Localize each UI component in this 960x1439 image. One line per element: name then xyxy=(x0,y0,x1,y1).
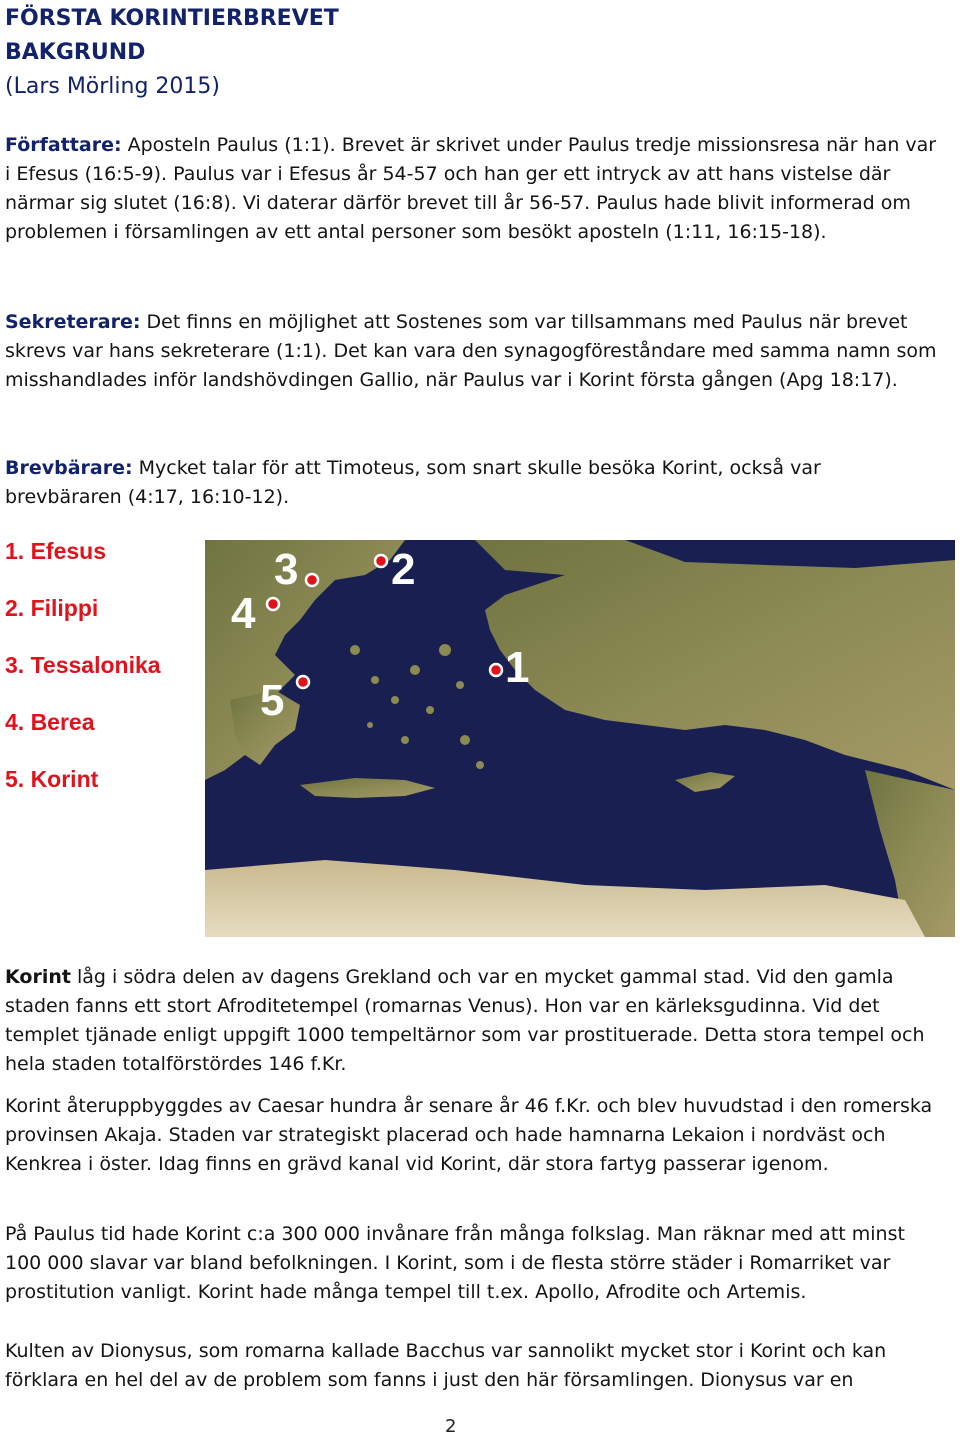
map-legend xyxy=(5,535,161,820)
map-marker-5 xyxy=(297,676,309,688)
secretary-paragraph xyxy=(5,308,940,395)
courier-paragraph xyxy=(5,454,940,512)
document-header xyxy=(5,2,339,104)
island xyxy=(460,735,470,745)
island xyxy=(476,761,484,769)
courier-label: Brevbärare: xyxy=(5,457,133,479)
map-marker-2 xyxy=(375,555,387,567)
document-subtitle: BAKGRUND xyxy=(5,40,146,65)
island xyxy=(391,696,399,704)
secretary-text: Det finns en möjlighet att Sostenes som var tillsammans med Paulus när brevet skrevs var hans sekreterare (1:1). Det kan vara den synagogföreståndare med samma namn som misshandlades inför landshövdingen Gallio, när Paulus var i Korint första gången (Apg 18:17). xyxy=(5,311,937,391)
page-number: 2 xyxy=(445,1416,457,1437)
legend-item-berea: 4. Berea xyxy=(5,709,95,735)
corinth-paragraph-1 xyxy=(5,963,940,1079)
map-marker-1 xyxy=(490,664,502,676)
author-text: Aposteln Paulus (1:1). Brevet är skrivet under Paulus tredje missionsresa när han var i Efesus (16:5-9). Paulus var i Efesus år 54-57 och han ger ett intryck av att hans vistelse där närmar sig slutet (16:8). Vi daterar därför brevet till år 56-57. Paulus hade blivit informerad om problemen i församlingen av ett antal personer som besökt aposteln (1:11, 16:15-18). xyxy=(5,134,937,243)
document-title: FÖRSTA KORINTIERBREVET xyxy=(5,6,339,31)
corinth-paragraph-3: På Paulus tid hade Korint c:a 300 000 invånare från många folkslag. Man räknar med att minst 100 000 slavar var bland befolkningen. I Korint, som i de flesta större städer i Romarriket var prostitution vanligt. Korint hade många tempel till t.ex. Apollo, Afrodite och Artemis. xyxy=(5,1223,905,1303)
legend-item-tessalonika: 3. Tessalonika xyxy=(5,652,161,678)
courier-text: Mycket talar för att Timoteus, som snart skulle besöka Korint, också var brevbäraren (4:17, 16:10-12). xyxy=(5,457,821,508)
map-marker-4 xyxy=(267,598,279,610)
corinth-text-1: låg i södra delen av dagens Grekland och var en mycket gammal stad. Vid den gamla staden fanns ett stort Afroditetempel (romarnas Venus). Hon var en kärleksgudinna. Vid det templet tjänade enligt uppgift 1000 tempeltärnor som var prostituerade. Detta stora tempel och hela staden totalförstördes 146 f.Kr. xyxy=(5,966,925,1075)
legend-item-korint: 5. Korint xyxy=(5,766,99,792)
map-marker-label-3: 3 xyxy=(274,545,299,594)
map-marker-label-2: 2 xyxy=(391,545,416,594)
corinth-paragraph-2: Korint återuppbyggdes av Caesar hundra år senare år 46 f.Kr. och blev huvudstad i den romerska provinsen Akaja. Staden var strategiskt placerad och hade hamnarna Lekaion i nordväst och Kenkrea i öster. Idag finns en grävd kanal vid Korint, där stora fartyg passerar igenom. xyxy=(5,1095,933,1175)
island xyxy=(367,722,373,728)
secretary-label: Sekreterare: xyxy=(5,311,141,333)
map-marker-label-5: 5 xyxy=(260,676,285,725)
island xyxy=(439,644,451,656)
island xyxy=(371,676,379,684)
island xyxy=(426,706,434,714)
map-image xyxy=(205,540,955,937)
island xyxy=(410,665,420,675)
island xyxy=(350,645,360,655)
legend-item-efesus: 1. Efesus xyxy=(5,538,106,564)
map-marker-label-1: 1 xyxy=(505,643,530,692)
map-marker-label-4: 4 xyxy=(231,589,256,638)
map-svg xyxy=(205,540,955,937)
document-author: (Lars Mörling 2015) xyxy=(5,74,221,99)
corinth-bold-word: Korint xyxy=(5,966,71,988)
island xyxy=(401,736,409,744)
legend-item-filippi: 2. Filippi xyxy=(5,595,99,621)
island xyxy=(456,681,464,689)
corinth-paragraph-4: Kulten av Dionysus, som romarna kallade Bacchus var sannolikt mycket stor i Korint och kan förklara en hel del av de problem som fanns i just den här församlingen. Dionysus var en xyxy=(5,1340,887,1391)
author-paragraph xyxy=(5,131,940,247)
map-marker-3 xyxy=(306,574,318,586)
author-label: Författare: xyxy=(5,134,122,156)
